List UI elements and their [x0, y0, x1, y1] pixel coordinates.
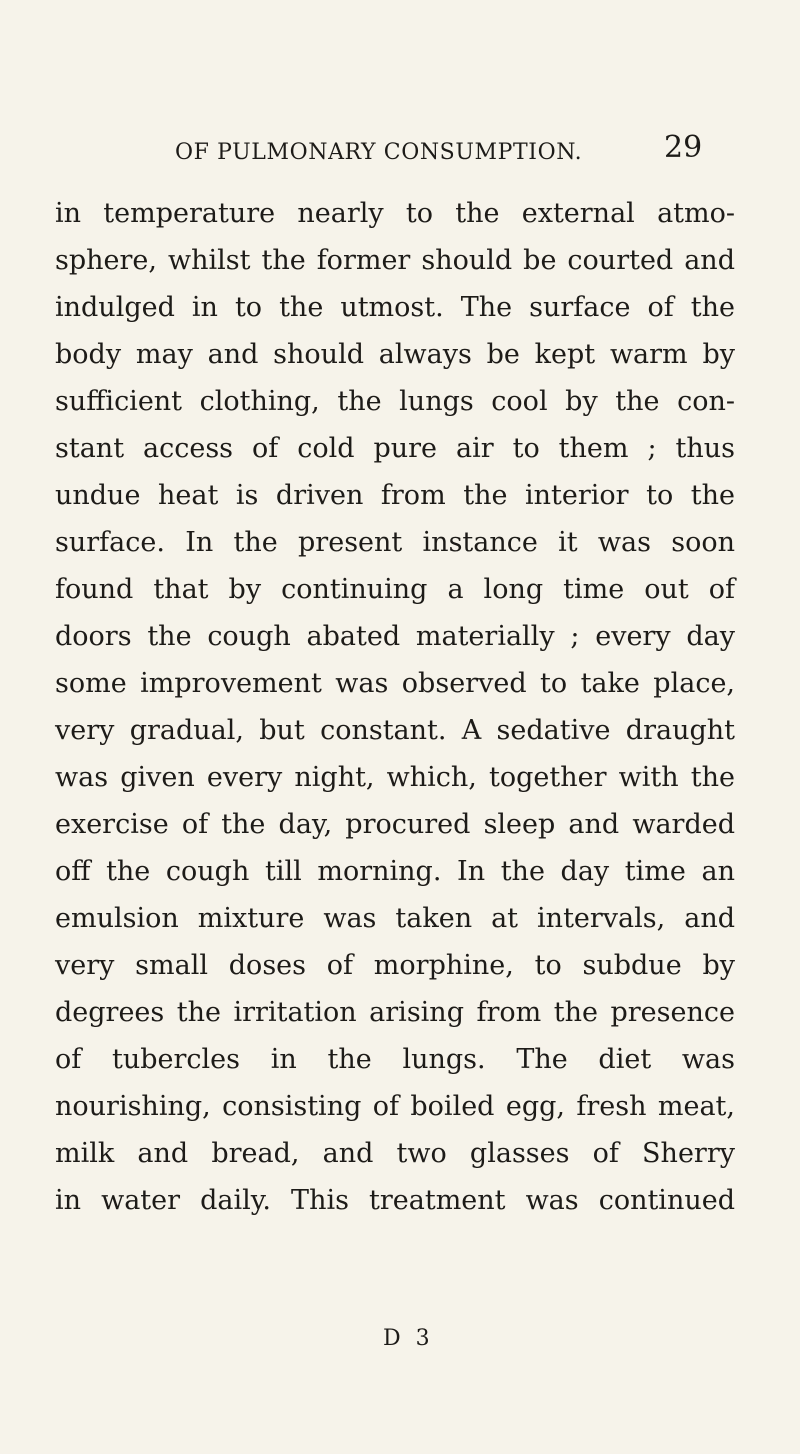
text-line: doors the cough abated materially ; every day [55, 621, 735, 652]
text-line: was given every night, which, together with the [55, 762, 735, 793]
text-line: degrees the irritation arising from the presence [55, 997, 735, 1028]
text-line: in temperature nearly to the external atmo- [55, 198, 735, 229]
text-line: found that by continuing a long time out of [55, 574, 735, 605]
text-line: nourishing, consisting of boiled egg, fresh meat, [55, 1091, 735, 1122]
text-line: of tubercles in the lungs. The diet was [55, 1044, 735, 1075]
text-line: body may and should always be kept warm by [55, 339, 735, 370]
text-line: sufficient clothing, the lungs cool by the con- [55, 386, 735, 417]
text-line: very small doses of morphine, to subdue by [55, 950, 735, 981]
text-line: sphere, whilst the former should be courted and [55, 245, 735, 276]
text-line: in water daily. This treatment was continued [55, 1185, 735, 1216]
running-head: OF PULMONARY CONSUMPTION. [175, 140, 583, 165]
text-line: indulged in to the utmost. The surface of the [55, 292, 735, 323]
text-line: emulsion mixture was taken at intervals, and [55, 903, 735, 934]
text-line: undue heat is driven from the interior to the [55, 480, 735, 511]
signature-mark: D 3 [383, 1326, 434, 1351]
text-line: very gradual, but constant. A sedative draught [55, 715, 735, 746]
text-line: some improvement was observed to take place, [55, 668, 735, 699]
text-line: milk and bread, and two glasses of Sherry [55, 1138, 735, 1169]
text-line: stant access of cold pure air to them ; thus [55, 433, 735, 464]
text-line: surface. In the present instance it was soon [55, 527, 735, 558]
body-text [55, 190, 735, 1224]
page-number: 29 [664, 130, 703, 165]
text-line: off the cough till morning. In the day time an [55, 856, 735, 887]
text-line: exercise of the day, procured sleep and warded [55, 809, 735, 840]
